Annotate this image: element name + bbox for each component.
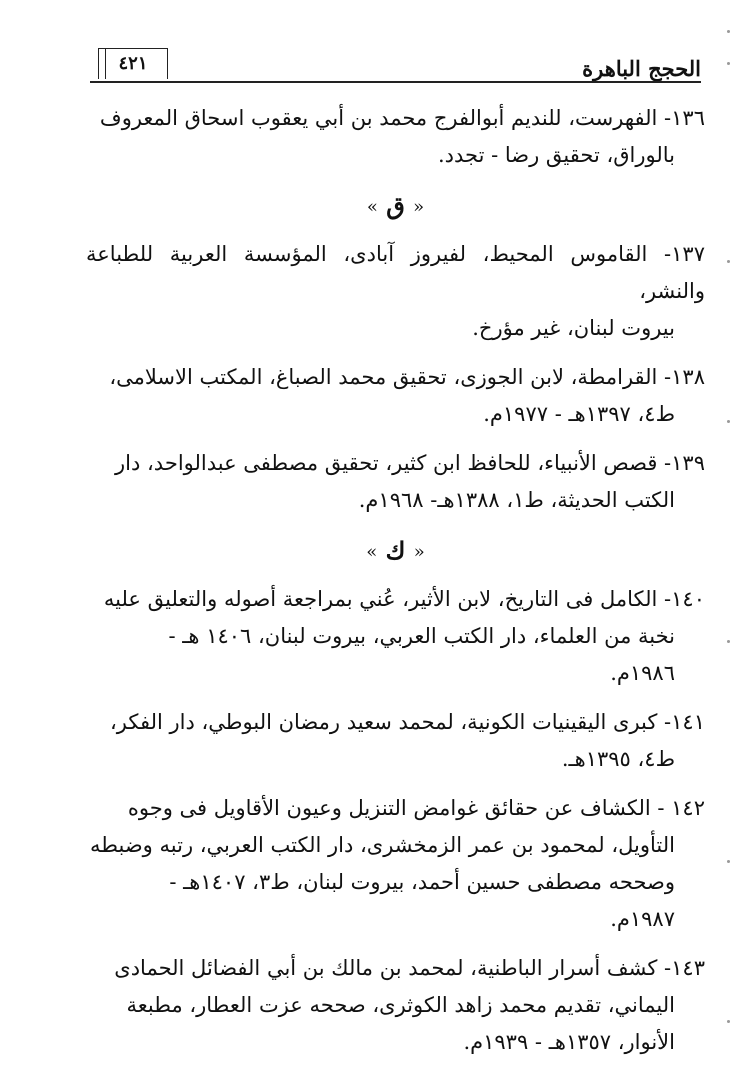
- margin-dot: [727, 260, 730, 263]
- entry-line: ١٤٠- الكامل فى التاريخ، لابن الأثير، عُني بمراجعة أصوله والتعليق عليه: [103, 587, 705, 611]
- entry-line: الكتب الحديثة، ط١، ١٣٨٨هـ- ١٩٦٨م.: [358, 488, 675, 512]
- bibliography-entry: [86, 950, 705, 1061]
- section-heading-kaf: [86, 531, 705, 571]
- entry-line: بيروت لبنان، غير مؤرخ.: [472, 316, 675, 340]
- header-rule: [90, 81, 701, 83]
- bibliography-entry: [86, 445, 705, 519]
- margin-dot: [727, 420, 730, 423]
- entry-line: ط٤، ١٣٩٥هـ.: [561, 747, 675, 771]
- entry-line: الأنوار، ١٣٥٧هـ - ١٩٣٩م.: [463, 1030, 675, 1054]
- entry-line: بالوراق، تحقيق رضا - تجدد.: [437, 143, 675, 167]
- entry-line: اليماني، تقديم محمد زاهد الكوثرى، صححه عزت العطار، مطبعة: [126, 993, 675, 1017]
- bibliography-entry: [86, 236, 705, 347]
- entry-line: نخبة من العلماء، دار الكتب العربي، بيروت لبنان، ١٤٠٦ هـ -: [168, 624, 675, 648]
- margin-dot: [727, 860, 730, 863]
- entry-line: ١٩٨٦م.: [610, 661, 675, 685]
- margin-dot: [727, 30, 730, 33]
- close-quote: »: [366, 541, 378, 563]
- entry-line: ١٤٢ - الكشاف عن حقائق غوامض التنزيل وعيون الأقاويل فى وجوه: [127, 796, 705, 820]
- bibliography-content: [86, 100, 705, 1073]
- open-quote: «: [413, 196, 425, 218]
- margin-dot: [727, 640, 730, 643]
- entry-line: ١٣٧- القاموس المحيط، لفيروز آبادى، المؤسسة العربية للطباعة والنشر،: [86, 242, 705, 303]
- open-quote: «: [413, 541, 425, 563]
- entry-line: التأويل، لمحمود بن عمر الزمخشرى، دار الكتب العربي، رتبه وضبطه: [90, 833, 675, 857]
- bibliography-entry: [86, 100, 705, 174]
- bibliography-entry: [86, 581, 705, 692]
- margin-dot: [727, 1020, 730, 1023]
- entry-line: ١٤١- كبرى اليقينيات الكونية، لمحمد سعيد رمضان البوطي، دار الفكر،: [110, 710, 705, 734]
- close-quote: »: [366, 196, 378, 218]
- section-letter: ك: [385, 536, 406, 565]
- running-title: الحجج الباهرة: [582, 56, 701, 81]
- section-heading-qaf: [86, 186, 705, 226]
- margin-dot: [727, 62, 730, 65]
- entry-line: ١٣٦- الفهرست، للنديم أبوالفرج محمد بن أبي يعقوب اسحاق المعروف: [99, 106, 705, 130]
- entry-line: ١٤٣- كشف أسرار الباطنية، لمحمد بن مالك بن أبي الفضائل الحمادى: [114, 956, 705, 980]
- section-letter: ق: [386, 191, 405, 220]
- entry-line: ١٣٨- القرامطة، لابن الجوزى، تحقيق محمد الصباغ، المكتب الاسلامى،: [109, 365, 705, 389]
- bibliography-entry: [86, 359, 705, 433]
- bibliography-entry: [86, 790, 705, 938]
- entry-line: وصححه مصطفى حسين أحمد، بيروت لبنان، ط٣، ١٤٠٧هـ -: [169, 870, 675, 894]
- margin-dots: [727, 0, 731, 1088]
- entry-line: ١٩٨٧م.: [610, 907, 675, 931]
- entry-line: ١٣٩- قصص الأنبياء، للحافظ ابن كثير، تحقيق مصطفى عبدالواحد، دار: [115, 451, 705, 475]
- page-header: [90, 36, 701, 88]
- bibliography-entry: [86, 704, 705, 778]
- entry-line: ط٤، ١٣٩٧هـ - ١٩٧٧م.: [483, 402, 675, 426]
- page-number: ٤٢١: [98, 48, 168, 79]
